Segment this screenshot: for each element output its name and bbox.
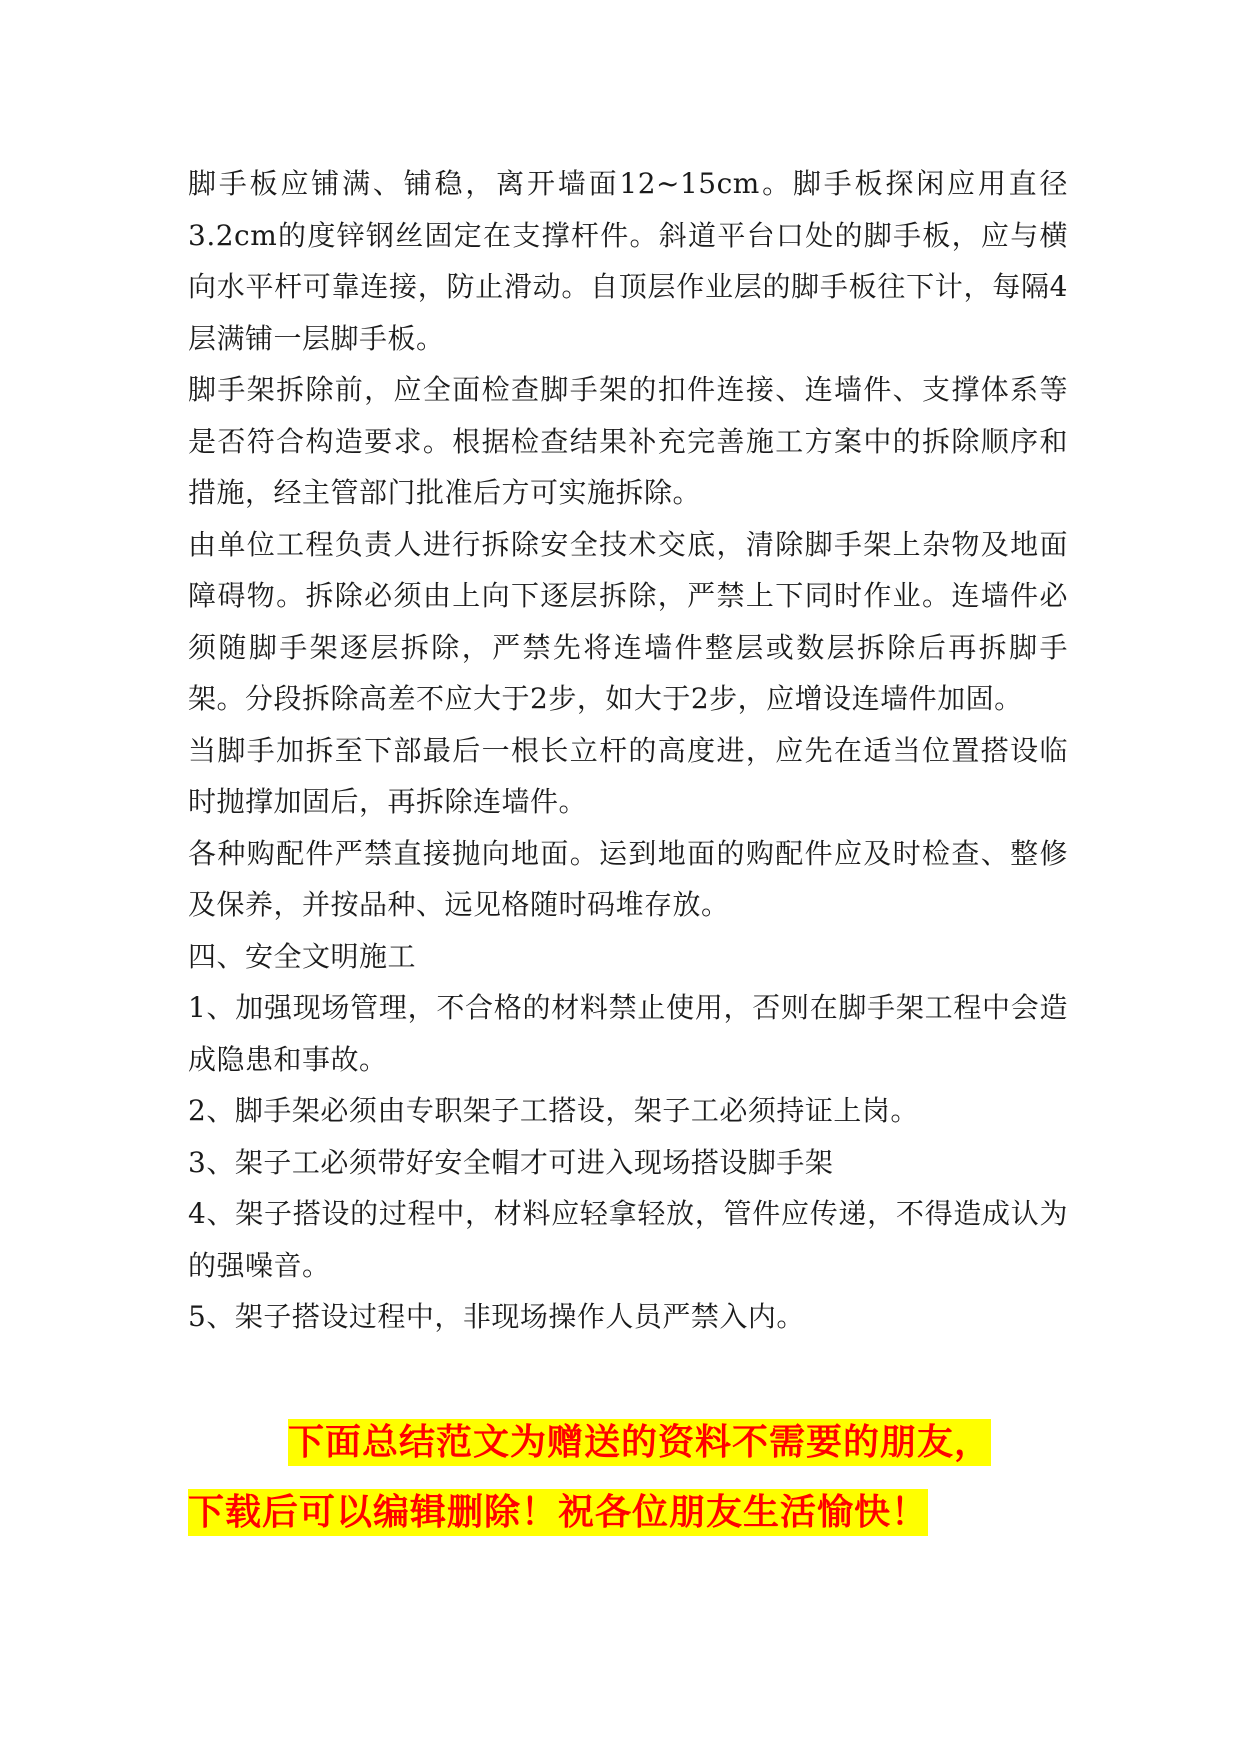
promo-line-1-row [188,1408,1068,1478]
promo-line-2-row [188,1478,1068,1548]
document-body [188,158,1068,1343]
paragraph-lower-section: 当脚手加拆至下部最后一根长立杆的高度进，应先在适当位置搭设临时抛撑加固后，再拆除连墙件。 [188,733,1068,818]
list-item-3: 3、架子工必须带好安全帽才可进入现场搭设脚手架 [188,1145,834,1179]
paragraph-components-handling: 各种购配件严禁直接抛向地面。运到地面的购配件应及时检查、整修及保养，并按品种、远见格随时码堆存放。 [188,836,1068,921]
list-item-2: 2、脚手架必须由专职架子工搭设，架子工必须持证上岗。 [188,1094,919,1127]
promo-line-1: 下面总结范文为赠送的资料不需要的朋友， [288,1419,991,1466]
section-heading-safety: 四、安全文明施工 [188,939,417,973]
list-item-1: 1、加强现场管理，不合格的材料禁止使用，否则在脚手架工程中会造成隐患和事故。 [188,991,1068,1076]
promo-notice [188,1408,1068,1548]
list-item-4: 4、架子搭设的过程中，材料应轻拿轻放，管件应传递，不得造成认为的强噪音。 [188,1197,1068,1282]
promo-line-2: 下载后可以编辑删除！祝各位朋友生活愉快！ [188,1489,928,1536]
paragraph-dismantle-procedure: 由单位工程负责人进行拆除安全技术交底，清除脚手架上杂物及地面障碍物。拆除必须由上向下逐层拆除，严禁上下同时作业。连墙件必须随脚手架逐层拆除，严禁先将连墙件整层或数层拆除后再拆脚手架。分段拆除高差不应大于2步，如大于2步，应增设连墙件加固。 [188,527,1068,715]
paragraph-scaffold-boards: 脚手板应铺满、铺稳，离开墙面12~15cm。脚手板探闲应用直径3.2cm的度锌钢丝固定在支撑杆件。斜道平台口处的脚手板，应与横向水平杆可靠连接，防止滑动。自顶层作业层的脚手板往下计，每隔4层满铺一层脚手板。 [188,167,1068,355]
paragraph-dismantle-inspection: 脚手架拆除前，应全面检查脚手架的扣件连接、连墙件、支撑体系等是否符合构造要求。根据检查结果补充完善施工方案中的拆除顺序和措施，经主管部门批准后方可实施拆除。 [188,373,1068,509]
list-item-5: 5、架子搭设过程中，非现场操作人员严禁入内。 [188,1300,805,1333]
